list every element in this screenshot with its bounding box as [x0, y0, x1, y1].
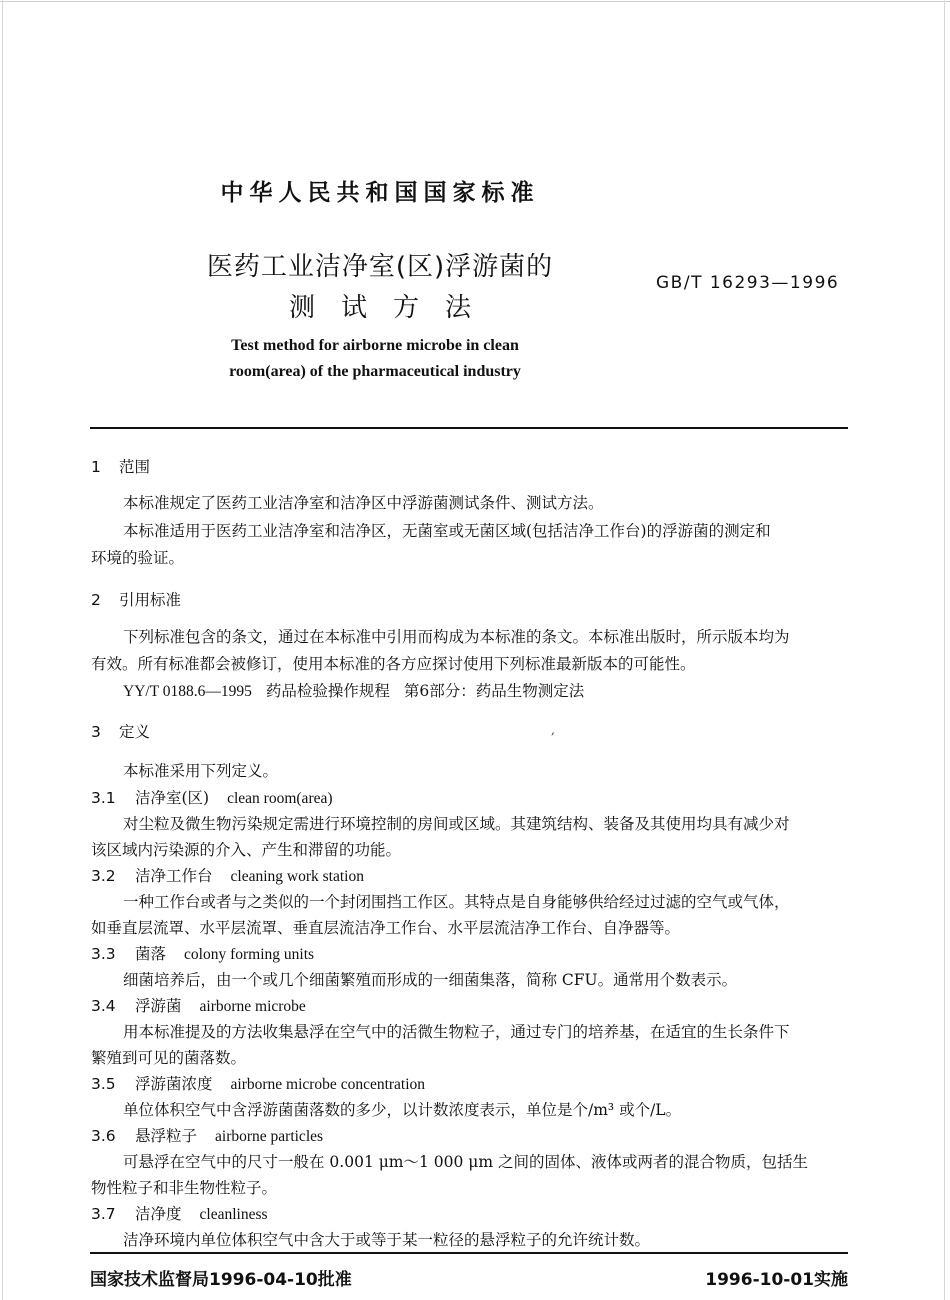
title-en-line2: room(area) of the pharmaceutical industry	[229, 363, 521, 380]
definition-3-3-heading	[91, 942, 314, 964]
definition-3-7-heading	[91, 1202, 268, 1224]
section-number: 1	[91, 458, 101, 476]
definition-3-1-heading	[91, 786, 333, 808]
scan-edge-left	[2, 0, 3, 1300]
definition-body: 细菌培养后，由一个或几个细菌繁殖而形成的一细菌集落，简称 CFU。通常用个数表示。	[123, 971, 738, 989]
definition-body: 对尘粒及微生物污染规定需进行环境控制的房间或区域。其建筑结构、装备及其使用均具有减少对	[123, 815, 790, 833]
definition-term-en: cleaning work station	[230, 868, 364, 885]
reference-title: 药品检验操作规程	[265, 682, 390, 700]
title-en-line1: Test method for airborne microbe in clean	[231, 337, 519, 354]
referenced-standard	[123, 679, 584, 701]
title-zh-line2: 测试方法	[288, 293, 497, 323]
section-number: 2	[91, 591, 101, 609]
definition-body: 繁殖到可见的菌落数。	[91, 1049, 247, 1067]
definition-term-zh: 洁净度	[135, 1205, 182, 1223]
definition-body: 洁净环境内单位体积空气中含大于或等于某一粒径的悬浮粒子的允许统计数。	[123, 1231, 651, 1249]
definition-body: 如垂直层流罩、水平层流罩、垂直层流洁净工作台、水平层流洁净工作台、自净器等。	[91, 919, 681, 937]
definition-number: 3.2	[91, 867, 116, 885]
reference-code: YY/T 0188.6—1995	[123, 683, 252, 700]
paragraph: 有效。所有标准都会被修订，使用本标准的各方应探讨使用下列标准最新版本的可能性。	[91, 655, 696, 673]
section-title: 定义	[119, 723, 151, 741]
definition-body: 单位体积空气中含浮游菌菌落数的多少，以计数浓度表示，单位是个/m³ 或个/L。	[123, 1101, 682, 1119]
definition-term-en: airborne microbe concentration	[230, 1076, 426, 1093]
paragraph: 下列标准包含的条文，通过在本标准中引用而构成为本标准的条文。本标准出版时，所示版本均为	[123, 628, 790, 646]
definition-number: 3.5	[91, 1075, 116, 1093]
definition-body: 可悬浮在空气中的尺寸一般在 0.001 μm～1 000 μm 之间的固体、液体或两者的混合物质，包括生	[123, 1153, 808, 1171]
definition-number: 3.4	[91, 997, 116, 1015]
definition-term-en: colony forming units	[184, 946, 315, 963]
title-zh-line1: 医药工业洁净室(区)浮游菌的	[206, 252, 554, 282]
paragraph: 本标准采用下列定义。	[123, 762, 279, 780]
definition-term-zh: 浮游菌	[135, 997, 182, 1015]
section-title: 范围	[119, 458, 151, 476]
paragraph: 本标准规定了医药工业洁净室和洁净区中浮游菌测试条件、测试方法。	[123, 494, 604, 512]
definition-3-2-heading	[91, 864, 364, 886]
definition-term-zh: 洁净室(区)	[135, 789, 210, 807]
approval-date: 国家技术监督局1996-04-10批准	[90, 1270, 352, 1290]
paragraph: 本标准适用于医药工业洁净室和洁净区，无菌室或无菌区域(包括洁净工作台)的浮游菌的测定和	[123, 522, 771, 540]
definition-term-zh: 悬浮粒子	[135, 1127, 198, 1145]
effective-date: 1996-10-01实施	[705, 1270, 848, 1290]
paragraph: 环境的验证。	[91, 549, 185, 567]
definition-body: 用本标准提及的方法收集悬浮在空气中的活微生物粒子，通过专门的培养基，在适宜的生长条件下	[123, 1023, 790, 1041]
definition-body: 物性粒子和非生物性粒子。	[91, 1179, 278, 1197]
national-standard-label: 中华人民共和国国家标准	[220, 180, 540, 206]
section-2-heading	[91, 588, 181, 610]
definition-term-en: airborne microbe	[199, 998, 306, 1015]
section-title: 引用标准	[119, 591, 182, 609]
definition-number: 3.7	[91, 1205, 116, 1223]
definition-number: 3.3	[91, 945, 116, 963]
definition-term-en: clean room(area)	[227, 790, 333, 807]
definition-3-5-heading	[91, 1072, 425, 1094]
definition-term-en: airborne particles	[215, 1128, 324, 1145]
standard-number: GB/T 16293—1996	[656, 273, 840, 293]
section-number: 3	[91, 723, 101, 741]
section-1-heading	[91, 455, 150, 477]
header-divider	[90, 427, 848, 429]
scan-edge-right	[944, 0, 945, 1300]
definition-number: 3.1	[91, 789, 116, 807]
section-3-heading	[91, 720, 150, 742]
definition-number: 3.6	[91, 1127, 116, 1145]
definition-term-zh: 菌落	[135, 945, 167, 963]
definition-term-zh: 洁净工作台	[135, 867, 213, 885]
scan-edge-top	[0, 1, 950, 2]
definition-3-6-heading	[91, 1124, 323, 1146]
stray-mark: ,	[551, 723, 555, 737]
footer-divider	[90, 1252, 848, 1254]
definition-body: 一种工作台或者与之类似的一个封闭围挡工作区。其特点是自身能够供给经过过滤的空气或气体，	[123, 893, 790, 911]
definition-term-zh: 浮游菌浓度	[135, 1075, 213, 1093]
reference-part: 第6部分：药品生物测定法	[403, 682, 585, 700]
definition-3-4-heading	[91, 994, 306, 1016]
definition-term-en: cleanliness	[199, 1206, 268, 1223]
definition-body: 该区域内污染源的介入、产生和滞留的功能。	[91, 841, 402, 859]
